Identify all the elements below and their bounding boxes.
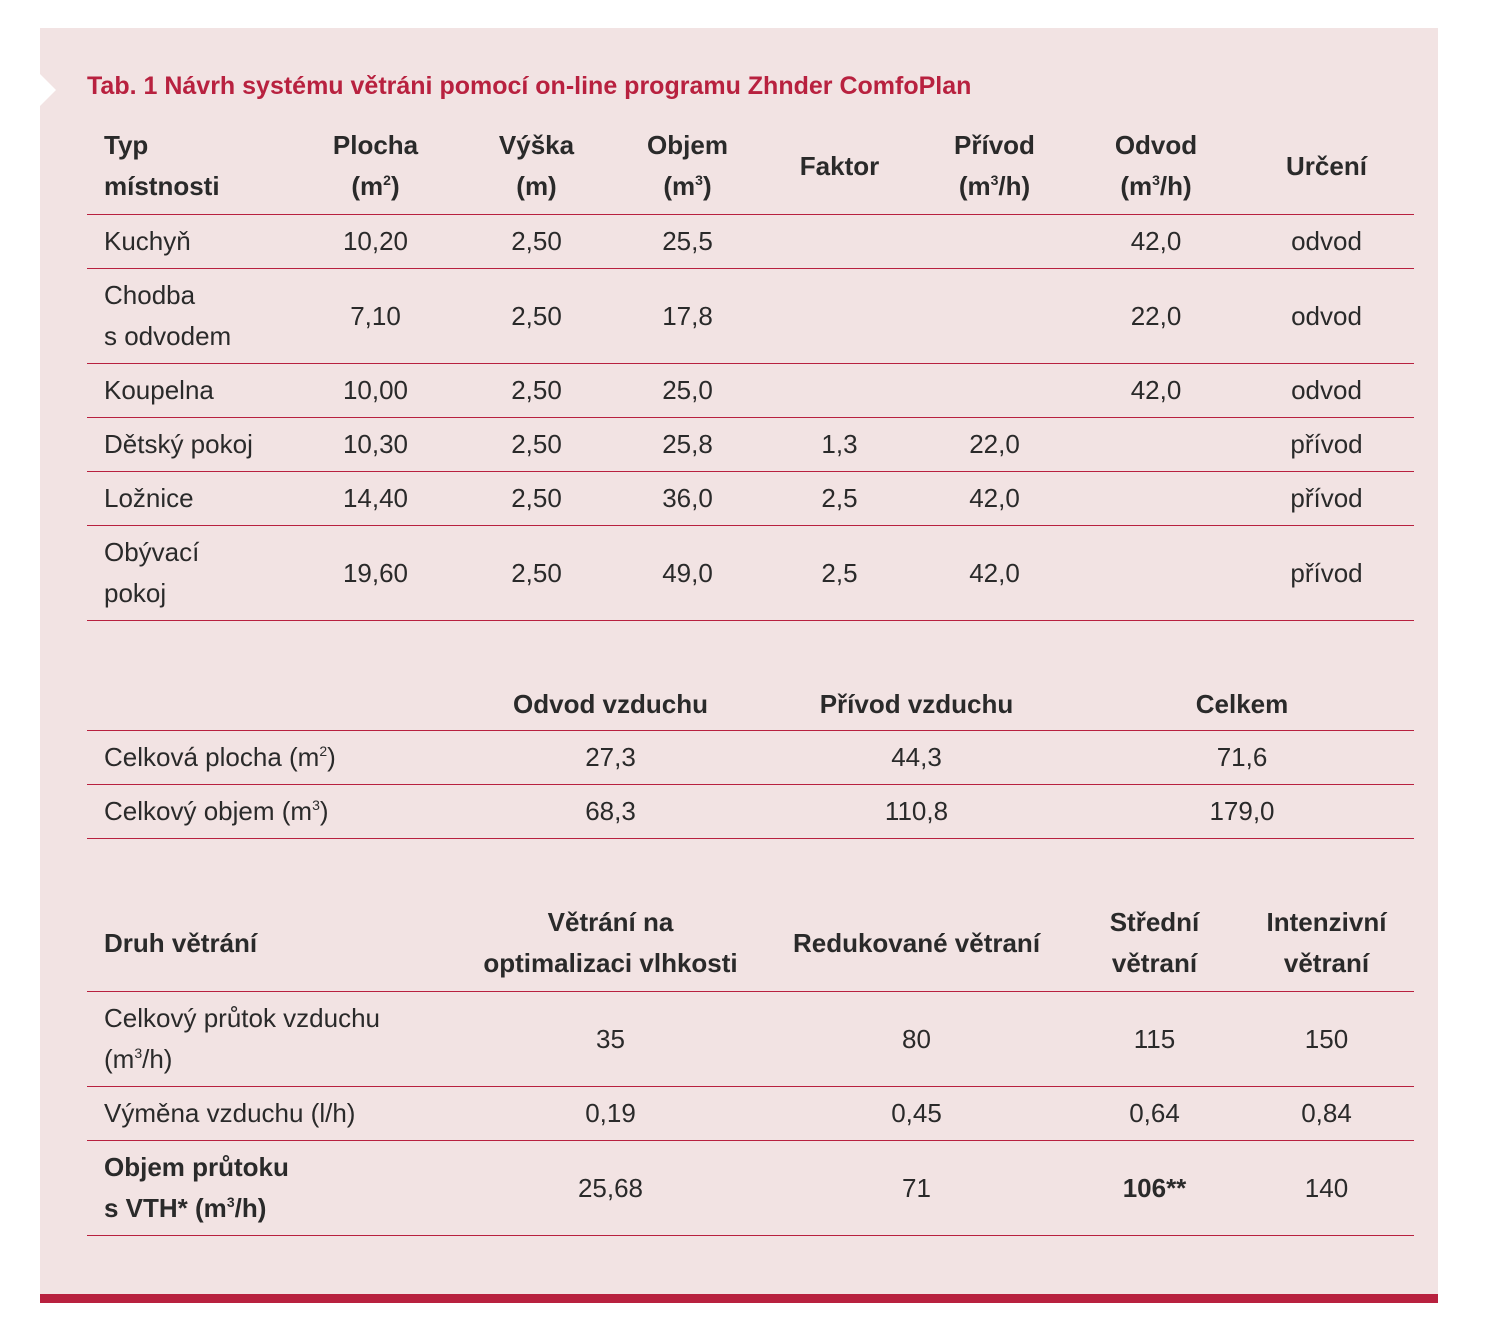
cell-privod: 42,0 xyxy=(916,472,1073,526)
totals-table xyxy=(87,678,1414,839)
cell-plocha: 19,60 xyxy=(290,526,461,621)
cell-faktor: 2,5 xyxy=(763,472,916,526)
room-name: Chodba s odvodem xyxy=(87,269,290,364)
cell-faktor xyxy=(763,215,916,269)
cell-plocha: 10,20 xyxy=(290,215,461,269)
room-name: Koupelna xyxy=(87,364,290,418)
cell-vyska: 2,50 xyxy=(461,526,612,621)
row-label: Celkový objem $(m^3)$ xyxy=(87,785,458,839)
ventilation-table xyxy=(87,895,1414,1236)
header-urceni: Určení xyxy=(1239,118,1414,215)
cell-objem: 25,5 xyxy=(612,215,763,269)
cell-privod: 22,0 xyxy=(916,418,1073,472)
cell-odvod: 27,3 xyxy=(458,731,763,785)
cell-objem: 17,8 xyxy=(612,269,763,364)
header-odvod: Odvod $(m^3/h)$ xyxy=(1073,118,1239,215)
cell-odvod xyxy=(1073,418,1239,472)
cell-urceni: přívod xyxy=(1239,418,1414,472)
panel-notch xyxy=(40,74,56,106)
header-typ: Typ místnosti xyxy=(87,118,290,215)
table-row xyxy=(87,472,1414,526)
cell-odvod: 42,0 xyxy=(1073,364,1239,418)
table-row xyxy=(87,1087,1414,1141)
table-row xyxy=(87,1141,1414,1236)
row-label: Objem průtoku s VTH* $(m^3/h)$ xyxy=(87,1141,458,1236)
header-empty xyxy=(87,678,458,731)
ventilation-header-row xyxy=(87,895,1414,992)
cell-urceni: odvod xyxy=(1239,215,1414,269)
cell-plocha: 14,40 xyxy=(290,472,461,526)
cell-faktor xyxy=(763,269,916,364)
cell-celkem: 71,6 xyxy=(1070,731,1414,785)
cell-vyska: 2,50 xyxy=(461,472,612,526)
header-objem: Objem $(m^3)$ xyxy=(612,118,763,215)
header-privod-vzduchu: Přívod vzduchu xyxy=(763,678,1070,731)
cell-privod: 44,3 xyxy=(763,731,1070,785)
cell-privod: 42,0 xyxy=(916,526,1073,621)
cell-value: 71 xyxy=(763,1141,1070,1236)
cell-odvod xyxy=(1073,472,1239,526)
cell-privod xyxy=(916,364,1073,418)
table-row xyxy=(87,418,1414,472)
header-odvod-vzduchu: Odvod vzduchu xyxy=(458,678,763,731)
room-name: Dětský pokoj xyxy=(87,418,290,472)
cell-odvod xyxy=(1073,526,1239,621)
cell-plocha: 10,00 xyxy=(290,364,461,418)
cell-vyska: 2,50 xyxy=(461,215,612,269)
cell-value: 115 xyxy=(1070,992,1239,1087)
cell-faktor xyxy=(763,364,916,418)
cell-value: 0,84 xyxy=(1239,1087,1414,1141)
cell-value: 0,64 xyxy=(1070,1087,1239,1141)
row-label: Celková plocha $(m^2)$ xyxy=(87,731,458,785)
cell-objem: 36,0 xyxy=(612,472,763,526)
cell-value: 0,19 xyxy=(458,1087,763,1141)
room-name: Ložnice xyxy=(87,472,290,526)
header-celkem: Celkem xyxy=(1070,678,1414,731)
cell-faktor: 1,3 xyxy=(763,418,916,472)
cell-urceni: přívod xyxy=(1239,472,1414,526)
cell-odvod: 42,0 xyxy=(1073,215,1239,269)
cell-plocha: 10,30 xyxy=(290,418,461,472)
cell-value: 150 xyxy=(1239,992,1414,1087)
cell-value: 0,45 xyxy=(763,1087,1070,1141)
header-privod: Přívod $(m^3/h)$ xyxy=(916,118,1073,215)
header-stredni: Střední větraní xyxy=(1070,895,1239,992)
table-row xyxy=(87,526,1414,621)
cell-faktor: 2,5 xyxy=(763,526,916,621)
cell-objem: 49,0 xyxy=(612,526,763,621)
header-redukovane: Redukované větraní xyxy=(763,895,1070,992)
header-druh: Druh větrání xyxy=(87,895,458,992)
rooms-header-row xyxy=(87,118,1414,215)
cell-value-highlight: 106** xyxy=(1070,1141,1239,1236)
room-name: Kuchyň xyxy=(87,215,290,269)
cell-odvod: 68,3 xyxy=(458,785,763,839)
table-caption: Tab. 1 Návrh systému větráni pomocí on-line programu Zhnder ComfoPlan xyxy=(87,72,972,100)
table-row xyxy=(87,731,1414,785)
row-label: Celkový průtok vzduchu $(m^3/h)$ xyxy=(87,992,458,1087)
cell-vyska: 2,50 xyxy=(461,364,612,418)
cell-privod xyxy=(916,215,1073,269)
cell-privod: 110,8 xyxy=(763,785,1070,839)
table-row xyxy=(87,215,1414,269)
cell-urceni: přívod xyxy=(1239,526,1414,621)
header-vyska: Výška (m) xyxy=(461,118,612,215)
cell-objem: 25,8 xyxy=(612,418,763,472)
cell-urceni: odvod xyxy=(1239,269,1414,364)
header-plocha: Plocha $(m^2)$ xyxy=(290,118,461,215)
cell-value: 140 xyxy=(1239,1141,1414,1236)
cell-value: 25,68 xyxy=(458,1141,763,1236)
cell-vyska: 2,50 xyxy=(461,418,612,472)
room-name: Obývací pokoj xyxy=(87,526,290,621)
header-optimalizace: Větrání na optimalizaci vlhkosti xyxy=(458,895,763,992)
cell-plocha: 7,10 xyxy=(290,269,461,364)
table-row xyxy=(87,785,1414,839)
header-faktor: Faktor xyxy=(763,118,916,215)
cell-celkem: 179,0 xyxy=(1070,785,1414,839)
cell-value: 80 xyxy=(763,992,1070,1087)
row-label: Výměna vzduchu (l/h) xyxy=(87,1087,458,1141)
table-row xyxy=(87,992,1414,1087)
cell-value: 35 xyxy=(458,992,763,1087)
table-row xyxy=(87,269,1414,364)
header-intenzivni: Intenzivní větraní xyxy=(1239,895,1414,992)
cell-objem: 25,0 xyxy=(612,364,763,418)
cell-urceni: odvod xyxy=(1239,364,1414,418)
cell-vyska: 2,50 xyxy=(461,269,612,364)
totals-header-row xyxy=(87,678,1414,731)
rooms-table xyxy=(87,118,1414,621)
table-row xyxy=(87,364,1414,418)
bottom-rule xyxy=(40,1294,1438,1303)
cell-privod xyxy=(916,269,1073,364)
cell-odvod: 22,0 xyxy=(1073,269,1239,364)
